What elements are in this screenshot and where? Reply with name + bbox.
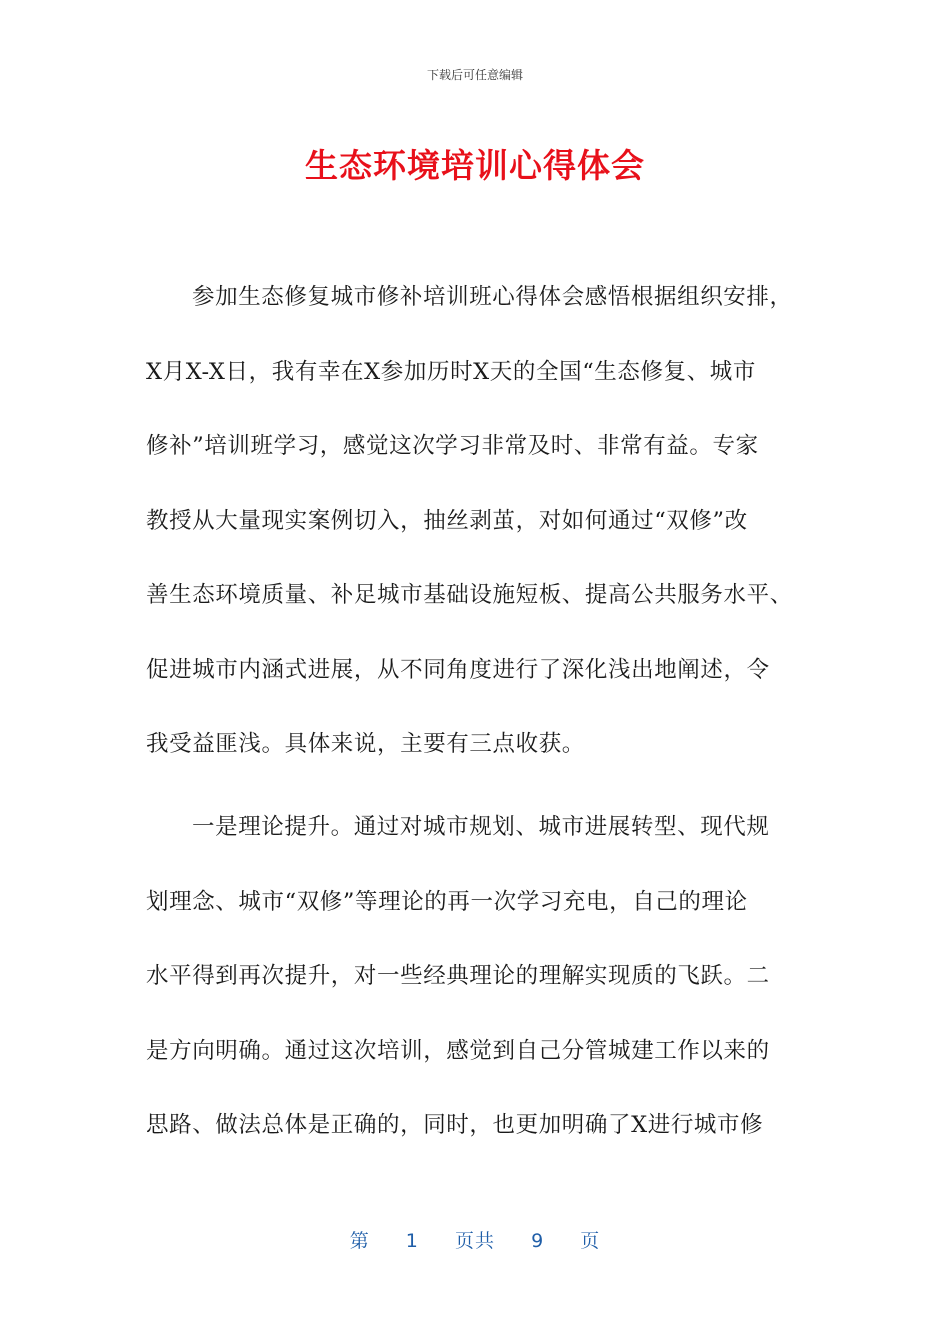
- paragraph-line: 划理念、城市“双修”等理论的再一次学习充电，自己的理论: [146, 888, 748, 915]
- document-title: 生态环境培训心得体会: [305, 146, 645, 185]
- paragraph-line: 善生态环境质量、补足城市基础设施短板、提高公共服务水平、: [146, 582, 793, 608]
- paragraph-line: X月X-X日，我有幸在X参加历时X天的全国“生态修复、城市: [146, 358, 756, 385]
- page-mid: 页共: [454, 1230, 495, 1252]
- paragraph-line: 促进城市内涵式进展，从不同角度进行了深化浅出地阐述，令: [146, 656, 770, 683]
- page-current: 1: [405, 1230, 419, 1252]
- paragraph-line: 我受益匪浅。具体来说，主要有三点收获。: [146, 731, 585, 757]
- paragraph-line: 一是理论提升。通过对城市规划、城市进展转型、现代规: [192, 814, 770, 840]
- paragraph-line: 思路、做法总体是正确的，同时，也更加明确了X进行城市修: [146, 1112, 764, 1138]
- paragraph-line: 教授从大量现实案例切入，抽丝剥茧，对如何通过“双修”改: [146, 507, 748, 534]
- page-prefix: 第: [349, 1230, 370, 1252]
- paragraph-line: 修补”培训班学习，感觉这次学习非常及时、非常有益。专家: [146, 433, 759, 459]
- document-body: [146, 272, 808, 1175]
- page-footer: [0, 1226, 950, 1253]
- header-note: 下载后可任意编辑: [426, 68, 523, 82]
- page-suffix: 页: [580, 1230, 601, 1252]
- page-total: 9: [531, 1230, 545, 1252]
- paragraph-line: 参加生态修复城市修补培训班心得体会感悟根据组织安排，: [192, 284, 793, 310]
- paragraph-line: 是方向明确。通过这次培训，感觉到自己分管城建工作以来的: [146, 1037, 770, 1064]
- paragraph-line: 水平得到再次提升，对一些经典理论的理解实现质的飞跃。二: [146, 963, 770, 989]
